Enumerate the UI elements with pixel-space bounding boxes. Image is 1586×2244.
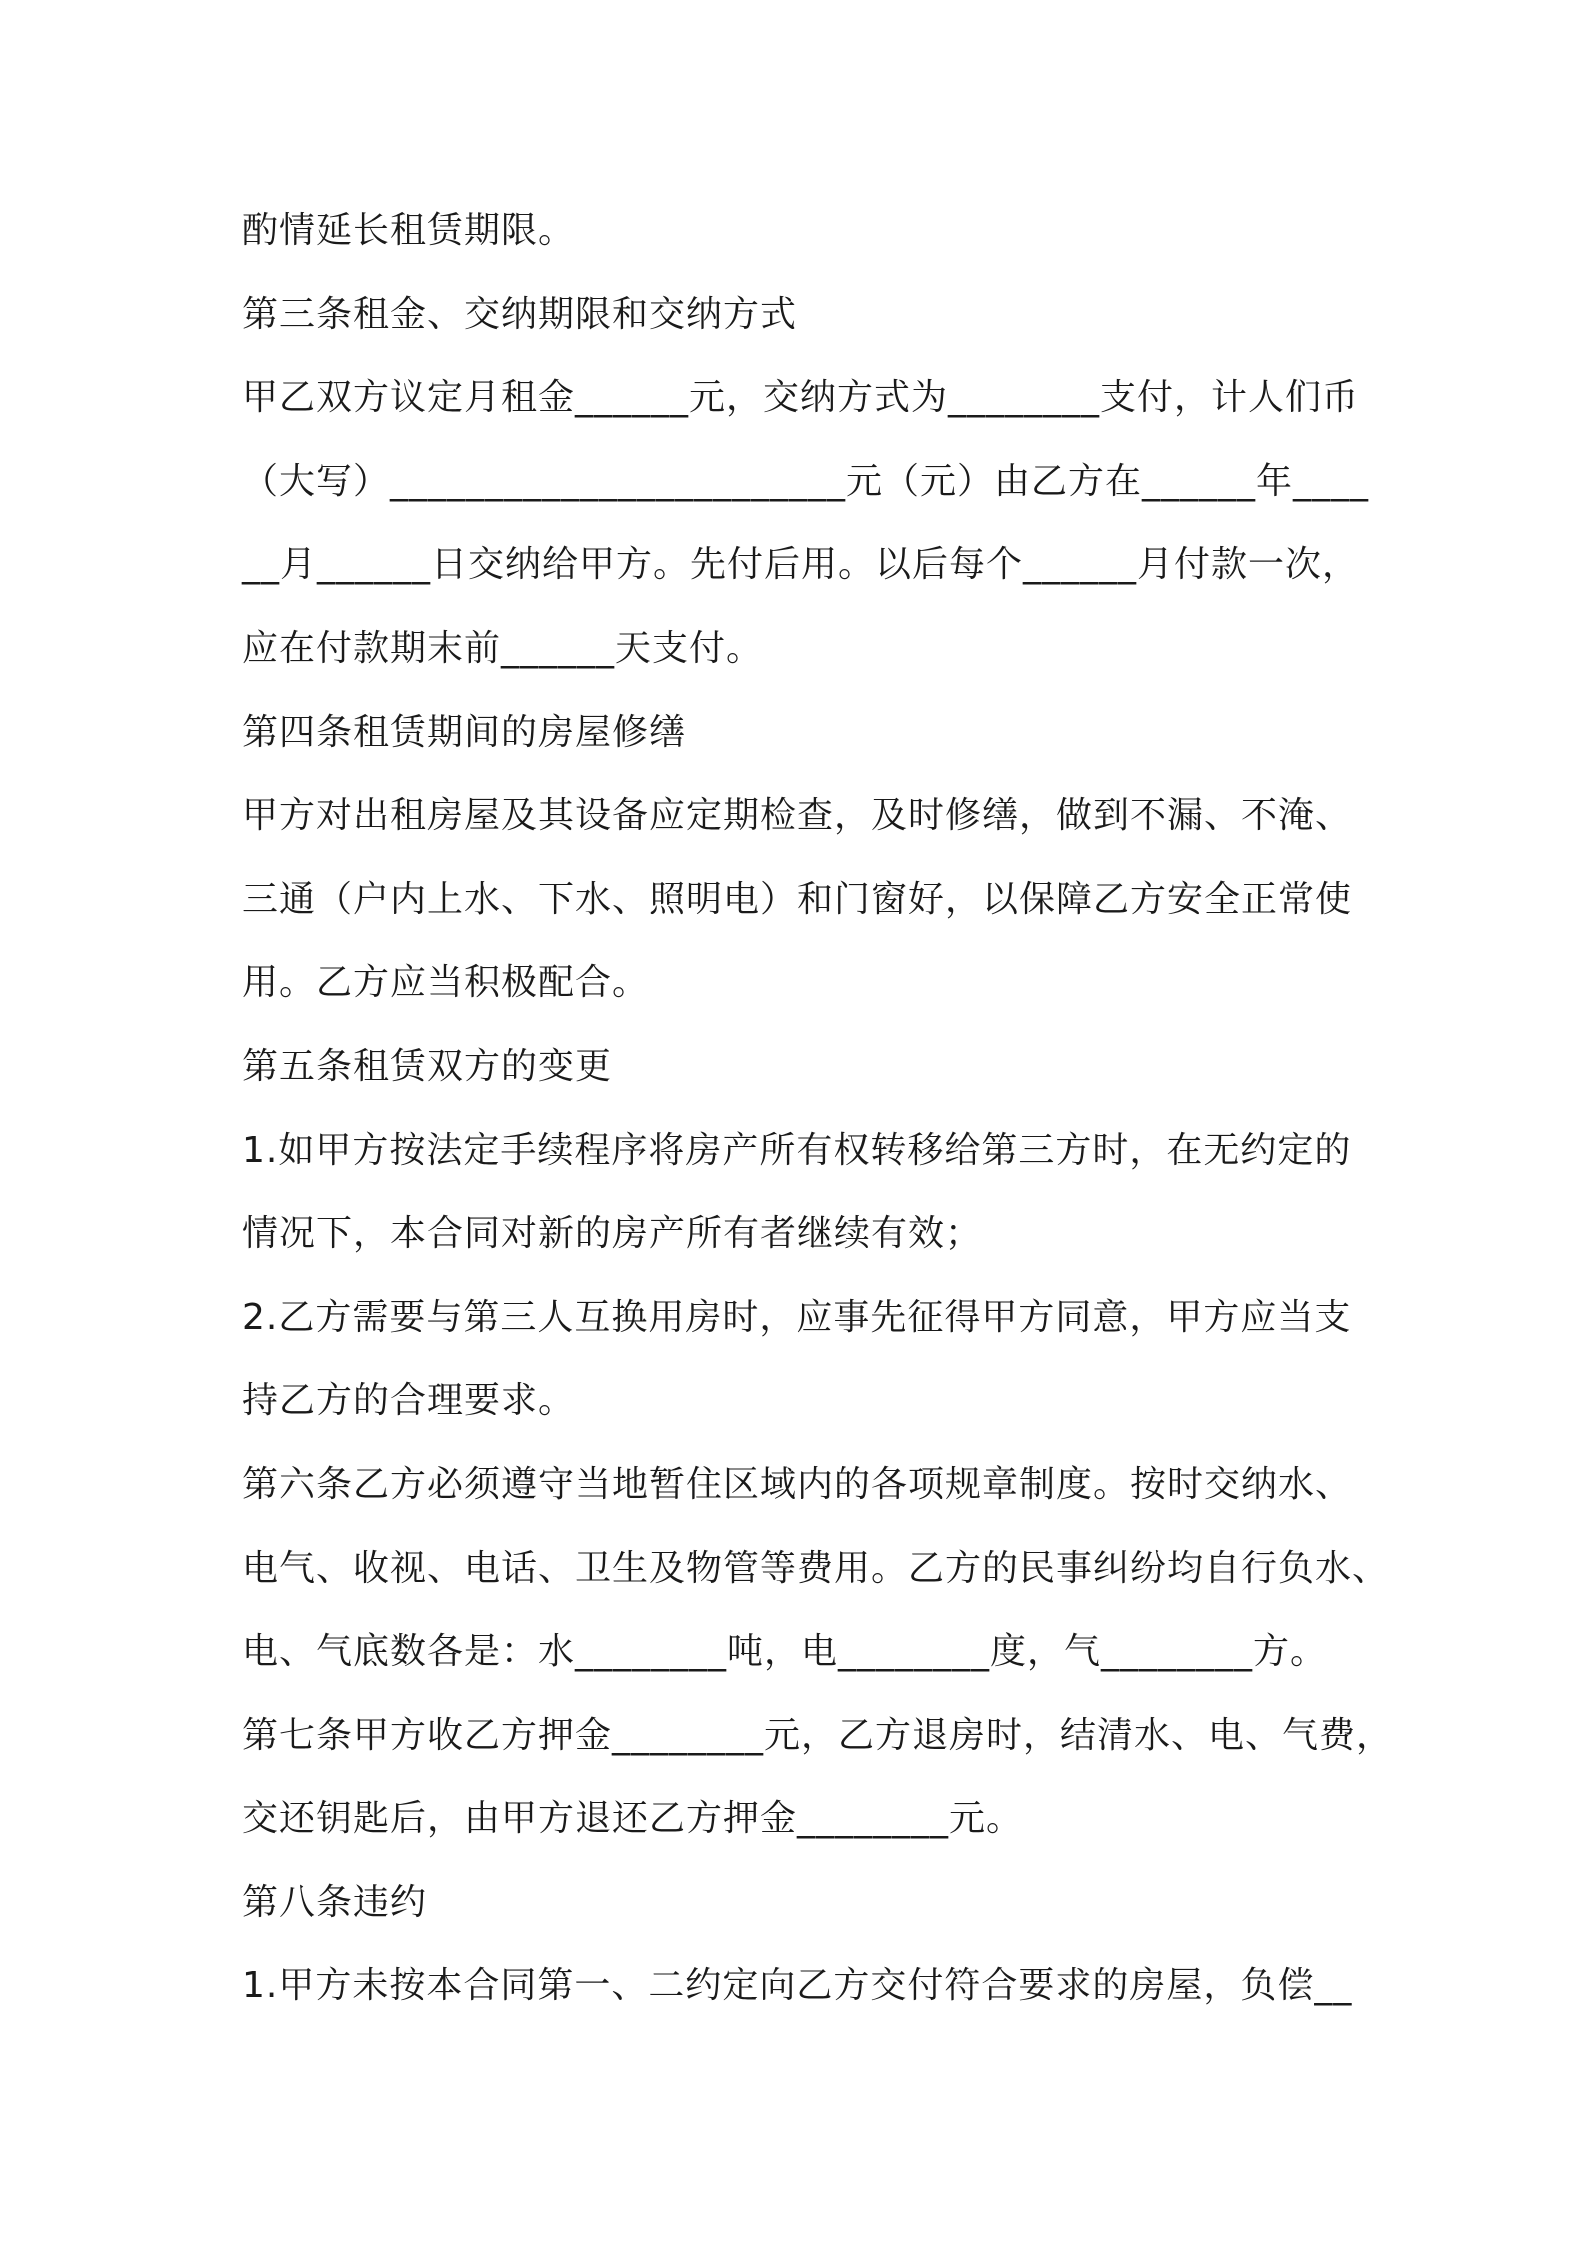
text-line: 三通（户内上水、下水、照明电）和门窗好，以保障乙方安全正常使 — [242, 878, 1353, 920]
text-line: __月______日交纳给甲方。先付后用。以后每个______月付款一次， — [242, 544, 1360, 586]
section-heading-article-4: 第四条租赁期间的房屋修缮 — [242, 711, 687, 753]
section-article-7: 第七条甲方收乙方押金________元，乙方退房时，结清水、电、气费， — [242, 1714, 1394, 1756]
text-line: 交还钥匙后，由甲方退还乙方押金________元。 — [242, 1798, 1024, 1840]
section-heading-article-8: 第八条违约 — [242, 1881, 428, 1923]
text-line: 1.甲方未按本合同第一、二约定向乙方交付符合要求的房屋，负偿__ — [242, 1965, 1353, 2007]
text-line: 持乙方的合理要求。 — [242, 1380, 576, 1422]
text-line: 1.如甲方按法定手续程序将房产所有权转移给第三方时，在无约定的 — [242, 1129, 1352, 1171]
text-line: 情况下，本合同对新的房产所有者继续有效； — [242, 1213, 983, 1255]
contract-body — [242, 198, 1394, 2037]
text-line: 酌情延长租赁期限。 — [242, 210, 576, 251]
text-line: （大写）________________________元（元）由乙方在______年____ — [242, 460, 1370, 502]
text-line: 电气、收视、电话、卫生及物管等费用。乙方的民事纠纷均自行负水、 — [242, 1547, 1390, 1589]
text-line: 2.乙方需要与第三人互换用房时，应事先征得甲方同意，甲方应当支 — [242, 1296, 1352, 1338]
section-heading-article-3: 第三条租金、交纳期限和交纳方式 — [242, 293, 798, 335]
text-line: 甲方对出租房屋及其设备应定期检查，及时修缮，做到不漏、不淹、 — [242, 795, 1353, 837]
text-line: 电、气底数各是：水________吨，电________度，气________方。 — [242, 1631, 1328, 1673]
text-line: 甲乙双方议定月租金______元，交纳方式为________支付，计人们币 — [242, 377, 1360, 419]
text-line: 用。乙方应当积极配合。 — [242, 962, 650, 1004]
text-line: 应在付款期末前______天支付。 — [242, 627, 764, 669]
section-article-6: 第六条乙方必须遵守当地暂住区域内的各项规章制度。按时交纳水、 — [242, 1463, 1353, 1505]
section-heading-article-5: 第五条租赁双方的变更 — [242, 1045, 613, 1087]
